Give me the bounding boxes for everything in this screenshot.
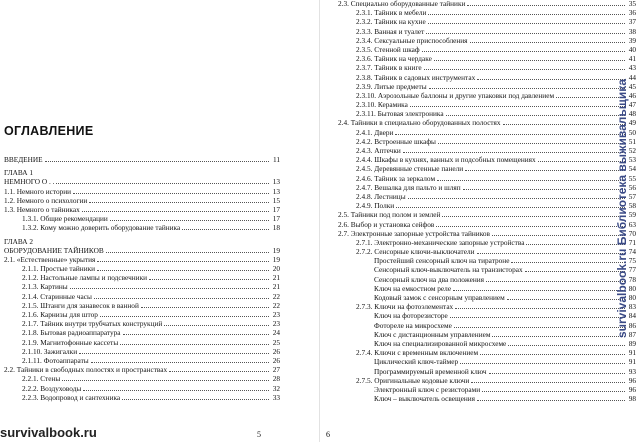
toc-entry-page: 51 — [628, 136, 636, 146]
dot-leader — [403, 152, 625, 153]
toc-list-left — [0, 155, 320, 402]
toc-entry-title: 1.2. Немного о психологии — [4, 195, 88, 205]
toc-entry — [0, 214, 320, 223]
toc-entry-page: 96 — [628, 384, 636, 394]
toc-entry-page: 23 — [272, 310, 280, 319]
toc-entry-page: 84 — [628, 311, 636, 321]
dot-leader — [408, 198, 625, 199]
toc-entry — [320, 367, 640, 376]
toc-entry — [320, 54, 640, 63]
dot-leader — [428, 14, 624, 15]
toc-entry — [0, 365, 320, 374]
toc-entry — [320, 247, 640, 256]
toc-entry-page: 96 — [628, 375, 636, 385]
toc-entry-title: Ключ на емкостном реле — [374, 283, 452, 293]
toc-entry-title: 2.3.11. Бытовая электроника — [356, 109, 444, 119]
toc-entry — [0, 177, 320, 186]
toc-entry — [0, 223, 320, 232]
toc-entry-page: 59 — [628, 210, 636, 220]
toc-entry-page: 48 — [628, 109, 636, 119]
toc-entry-title: 2.4.9. Полки — [356, 201, 395, 211]
toc-entry-title: Программируемый временной ключ — [374, 366, 487, 376]
toc-entry-page: 47 — [628, 100, 636, 110]
toc-entry — [320, 137, 640, 146]
dot-leader — [455, 308, 624, 309]
toc-entry — [320, 73, 640, 82]
toc-entry-page: 75 — [628, 256, 636, 266]
toc-entry — [0, 237, 320, 246]
toc-entry-title: Сенсорный ключ на два положения — [374, 274, 485, 284]
toc-entry-title: 2.7.1. Электронно-механические запорные устройства — [356, 237, 525, 247]
toc-entry-page: 43 — [628, 63, 636, 73]
toc-entry-title: 2.1.7. Тайник внутри трубчатых конструкций — [22, 319, 163, 329]
dot-leader — [489, 373, 625, 374]
toc-entry-page: 52 — [628, 146, 636, 155]
dot-leader — [471, 382, 624, 383]
dot-leader — [45, 161, 269, 162]
toc-entry-page: 35 — [628, 0, 636, 8]
vertical-watermark-text: survivalbook.ru Библиотека выживальщика — [615, 79, 629, 338]
toc-entry — [0, 393, 320, 402]
dot-leader — [82, 211, 269, 212]
toc-entry-title: ГЛАВА 2 — [4, 236, 34, 246]
toc-entry — [320, 36, 640, 45]
toc-entry-page: 22 — [272, 300, 280, 310]
toc-entry-title: Ключ с дистанционным управлением — [374, 329, 491, 339]
toc-entry — [320, 321, 640, 330]
toc-entry-title: 2.5. Тайники под полом и землей — [338, 210, 441, 220]
dot-leader — [123, 334, 269, 335]
toc-entry-page: 37 — [628, 17, 636, 27]
toc-entry-page: 74 — [628, 247, 636, 257]
dot-leader — [438, 143, 625, 144]
dot-leader — [70, 288, 269, 289]
toc-entry — [0, 246, 320, 255]
toc-entry-page: 54 — [628, 164, 636, 174]
dot-leader — [482, 391, 624, 392]
toc-heading: ОГЛАВЛЕНИЕ — [4, 124, 94, 138]
toc-entry-page: 39 — [628, 35, 636, 45]
toc-entry-title: 2.4.8. Лестницы — [356, 191, 406, 201]
toc-entry-page: 55 — [628, 173, 636, 183]
dot-leader — [460, 363, 624, 364]
toc-entry-title: 2.1.6. Карнизы для штор — [22, 310, 98, 319]
toc-entry-page: 56 — [628, 182, 636, 192]
toc-entry-title: 2.3.1. Тайник в мебели — [356, 8, 427, 18]
toc-entry-title: 2.3.9. Литые предметы — [356, 81, 427, 91]
dot-leader — [465, 170, 624, 171]
dot-leader — [453, 290, 625, 291]
toc-entry — [0, 155, 320, 164]
toc-entry — [320, 118, 640, 127]
toc-entry-page: 28 — [272, 374, 280, 384]
page-number-right: 6 — [326, 430, 330, 439]
toc-entry-title: 2.4.1. Двери — [356, 127, 394, 137]
toc-entry-title: 2.4.3. Аптечки — [356, 146, 401, 155]
toc-entry — [320, 0, 640, 8]
dot-leader — [454, 327, 625, 328]
toc-entry-page: 21 — [272, 273, 280, 283]
toc-entry — [320, 357, 640, 366]
toc-entry-page: 98 — [628, 394, 636, 404]
dot-leader — [442, 216, 624, 217]
toc-entry-page: 78 — [628, 274, 636, 284]
toc-entry-title: 2.1.9. Магнитофонные кассеты — [22, 337, 119, 347]
dot-leader — [507, 299, 625, 300]
toc-entry — [0, 338, 320, 347]
toc-entry — [320, 201, 640, 210]
toc-entry — [0, 328, 320, 337]
toc-entry — [320, 109, 640, 118]
toc-entry — [320, 8, 640, 17]
toc-entry-page: 63 — [628, 219, 636, 229]
toc-entry — [320, 394, 640, 403]
toc-entry-title: 2.2.2. Воздуховоды — [22, 383, 82, 393]
dot-leader — [141, 307, 269, 308]
toc-entry-title: 2.4.5. Деревянные стенные панели — [356, 164, 464, 174]
toc-entry-title: 2.7.5. Оригинальные кодовые ключи — [356, 375, 470, 385]
dot-leader — [91, 362, 269, 363]
dot-leader — [429, 88, 625, 89]
toc-entry-title: ОБОРУДОВАНИЕ ТАЙНИКОВ — [4, 245, 104, 255]
dot-leader — [477, 253, 625, 254]
toc-entry — [0, 347, 320, 356]
toc-entry-title: 2.3. Специально оборудованные тайники — [338, 0, 466, 8]
toc-entry-title: 2.1. «Естественные» укрытия — [4, 254, 96, 264]
dot-leader — [426, 33, 624, 34]
toc-entry — [320, 192, 640, 201]
dot-leader — [492, 235, 625, 236]
toc-entry-page: 26 — [272, 346, 280, 356]
right-page — [320, 0, 640, 442]
toc-entry-page: 38 — [628, 26, 636, 36]
toc-entry — [0, 205, 320, 214]
dot-leader — [100, 316, 269, 317]
toc-entry-title: 2.3.7. Тайник в книге — [356, 63, 422, 73]
dot-leader — [428, 23, 625, 24]
toc-entry — [0, 319, 320, 328]
toc-entry-title: 2.4.4. Шкафы в кухнях, ванных и подсобных помещениях — [356, 155, 536, 165]
dot-leader — [62, 380, 268, 381]
toc-entry-title: 2.3.6. Тайник на чердаке — [356, 54, 432, 64]
toc-entry — [320, 155, 640, 164]
toc-entry-page: 13 — [272, 186, 280, 196]
toc-entry-title: 2.1.1. Простые тайники — [22, 264, 96, 274]
toc-entry — [320, 256, 640, 265]
toc-entry — [320, 91, 640, 100]
toc-entry-page: 17 — [272, 204, 280, 214]
toc-entry-title: НЕМНОГО О . . — [4, 177, 55, 187]
toc-entry-page: 22 — [272, 291, 280, 301]
toc-entry-title: 2.6. Выбор и установка сейфов — [338, 219, 435, 229]
dot-leader — [79, 353, 268, 354]
toc-entry-page: 25 — [272, 337, 280, 347]
toc-entry-page: 27 — [272, 365, 280, 375]
toc-entry-title: 2.1.11. Фотоаппараты — [22, 355, 89, 365]
toc-entry-page: 20 — [272, 264, 280, 274]
dot-leader — [463, 189, 625, 190]
toc-entry — [320, 146, 640, 155]
toc-entry — [320, 174, 640, 183]
dot-leader — [106, 252, 269, 253]
toc-entry — [0, 168, 320, 177]
toc-entry — [320, 284, 640, 293]
toc-entry — [0, 310, 320, 319]
toc-entry — [320, 220, 640, 229]
dot-leader — [422, 51, 625, 52]
toc-entry-page: 58 — [628, 201, 636, 211]
toc-entry-title: 2.1.4. Старинные часы — [22, 291, 92, 301]
dot-leader — [511, 262, 624, 263]
dot-leader — [396, 207, 624, 208]
toc-entry-page: 15 — [272, 195, 280, 205]
toc-entry — [320, 339, 640, 348]
toc-entry — [320, 385, 640, 394]
toc-entry — [320, 27, 640, 36]
dot-leader — [446, 115, 625, 116]
toc-entry — [320, 293, 640, 302]
dot-leader — [480, 354, 624, 355]
toc-entry — [320, 128, 640, 137]
toc-entry — [320, 265, 640, 274]
toc-entry — [320, 275, 640, 284]
toc-entry-title: 2.7.4. Ключи с временным включением — [356, 348, 479, 358]
site-watermark: survivalbook.ru — [0, 425, 97, 440]
dot-leader — [56, 183, 268, 184]
toc-entry — [0, 356, 320, 365]
toc-entry-title: Сенсорный ключ-выключатель на транзисторах — [374, 265, 523, 275]
toc-entry-page: 80 — [628, 293, 636, 302]
toc-entry-page: 80 — [628, 283, 636, 293]
toc-entry-title: 2.4.6. Тайник за зеркалом — [356, 173, 436, 183]
toc-entry-page: 91 — [628, 348, 636, 358]
toc-entry-page: 26 — [272, 355, 280, 365]
dot-leader — [450, 317, 625, 318]
dot-leader — [477, 79, 624, 80]
toc-entry-title: 2.3.3. Ванная и туалет — [356, 26, 425, 36]
toc-entry-page: 77 — [628, 265, 636, 275]
toc-entry-page: 71 — [628, 237, 636, 247]
dot-leader — [110, 220, 269, 221]
toc-entry-title: ВВЕДЕНИЕ — [4, 155, 43, 164]
toc-entry-title: Электронный ключ с резисторами — [374, 384, 481, 394]
dot-leader — [508, 345, 624, 346]
toc-entry-title: 2.2.1. Стены — [22, 374, 61, 384]
toc-entry — [320, 183, 640, 192]
toc-entry — [0, 264, 320, 273]
toc-entry — [0, 187, 320, 196]
toc-entry-title: 2.3.10. Аэрозольные баллоны и другие упаковки под давлением — [356, 90, 555, 100]
toc-entry-title: 1.3.1. Общие рекомендации — [22, 214, 108, 224]
toc-entry-title: Простейший сенсорный ключ на тиратроне — [374, 256, 510, 266]
dot-leader — [122, 399, 268, 400]
dot-leader — [97, 261, 268, 262]
toc-entry-title: 2.1.2. Настольные лампы и подсвечники — [22, 273, 148, 283]
toc-entry-page: 53 — [628, 155, 636, 165]
toc-entry-title: 2.7.2. Сенсорные ключи-выключатели — [356, 247, 475, 257]
toc-entry-page: 21 — [272, 282, 280, 292]
toc-entry-title: 2.7. Электронные запорные устройства тайников — [338, 228, 490, 238]
toc-entry-title: 2.4.7. Вешалка для пальто и шляп — [356, 182, 461, 192]
toc-entry-title: 2.1.3. Картины — [22, 282, 68, 292]
toc-entry-page: 40 — [628, 44, 636, 54]
toc-entry — [0, 301, 320, 310]
toc-entry-title: 2.1.10. Зажигалки — [22, 346, 78, 356]
toc-entry-title: 2.3.2. Тайник на кухне — [356, 17, 426, 27]
toc-entry-page: 33 — [272, 392, 280, 402]
toc-entry-title: 1.3. Немного о тайниках — [4, 204, 80, 214]
toc-entry-page: 50 — [628, 127, 636, 137]
dot-leader — [149, 279, 269, 280]
toc-entry-page: 70 — [628, 228, 636, 238]
toc-entry — [320, 330, 640, 339]
vertical-watermark — [610, 20, 632, 340]
toc-list-right — [320, 0, 640, 403]
toc-entry — [320, 311, 640, 320]
page-number-left: 5 — [257, 430, 261, 439]
dot-leader — [169, 371, 268, 372]
toc-entry-page: 45 — [628, 81, 636, 91]
toc-entry — [0, 273, 320, 282]
dot-leader — [470, 42, 625, 43]
toc-entry-page: 46 — [628, 90, 636, 100]
toc-entry-page: 17 — [272, 214, 280, 224]
dot-leader — [73, 193, 269, 194]
toc-entry — [320, 238, 640, 247]
toc-entry-page: 89 — [628, 338, 636, 348]
toc-entry — [320, 100, 640, 109]
toc-entry-title: Ключ на специализированной микросхеме — [374, 338, 507, 348]
toc-entry-page: 83 — [628, 302, 636, 312]
toc-entry-page: 57 — [628, 191, 636, 201]
toc-entry-page: 23 — [272, 319, 280, 329]
toc-entry-page: 11 — [272, 155, 280, 164]
dot-leader — [83, 390, 268, 391]
toc-entry-title: 2.1.5. Штанги для занавесок в ванной — [22, 300, 139, 310]
dot-leader — [410, 106, 625, 107]
dot-leader — [503, 124, 625, 125]
dot-leader — [395, 134, 624, 135]
dot-leader — [437, 180, 625, 181]
toc-entry-title: 1.3.2. Кому можно доверить оборудование тайника — [22, 223, 181, 233]
toc-entry — [320, 348, 640, 357]
toc-entry — [320, 210, 640, 219]
toc-entry-page: 32 — [272, 383, 280, 393]
toc-entry-title: 2.2.3. Водопровод и сантехника — [22, 392, 121, 402]
toc-entry-page: 41 — [628, 54, 636, 64]
dot-leader — [89, 202, 268, 203]
toc-entry-title: 2.2. Тайники в свободных полостях и пространствах — [4, 365, 168, 375]
toc-entry-title: 2.4. Тайники в специально оборудованных полостях — [338, 118, 501, 128]
dot-leader — [467, 5, 624, 6]
dot-leader — [424, 69, 625, 70]
toc-entry — [0, 196, 320, 205]
toc-entry-page: 24 — [272, 328, 280, 338]
dot-leader — [434, 60, 625, 61]
toc-entry-title: Ключ – выключатель освещения — [374, 394, 476, 404]
toc-entry-page: 13 — [272, 177, 280, 187]
toc-entry — [320, 376, 640, 385]
toc-entry — [320, 302, 640, 311]
toc-entry-page: 87 — [628, 329, 636, 339]
dot-leader — [182, 229, 268, 230]
toc-entry — [320, 63, 640, 72]
dot-leader — [492, 336, 624, 337]
toc-entry-title: 2.7.3. Ключи на фотоэлементах — [356, 302, 454, 312]
toc-entry — [320, 164, 640, 173]
toc-entry-page: 19 — [272, 254, 280, 264]
toc-entry-title: 2.4.2. Встроенные шкафы — [356, 136, 436, 146]
dot-leader — [486, 281, 625, 282]
toc-entry-page: 19 — [272, 245, 280, 255]
toc-entry-title: 2.1.8. Бытовая радиоаппаратура — [22, 328, 121, 338]
dot-leader — [436, 226, 624, 227]
toc-entry — [320, 17, 640, 26]
dot-leader — [477, 400, 625, 401]
toc-entry-title: 2.3.4. Сексуальные приспособления — [356, 35, 468, 45]
toc-entry — [320, 45, 640, 54]
toc-entry-page: 93 — [628, 366, 636, 376]
toc-entry-page: 91 — [628, 357, 636, 367]
toc-entry-title: Фотореле на микросхеме — [374, 320, 452, 330]
toc-entry-title: Кодовый замок с сенсорным управлением — [374, 293, 505, 302]
toc-entry — [0, 384, 320, 393]
toc-entry-title: Циклический ключ-таймер — [374, 357, 459, 367]
dot-leader — [164, 325, 268, 326]
toc-entry — [0, 282, 320, 291]
toc-entry — [320, 229, 640, 238]
dot-leader — [120, 344, 268, 345]
toc-entry-title: Ключ на фоторезисторе — [374, 311, 448, 321]
toc-entry — [0, 292, 320, 301]
toc-entry-page: 49 — [628, 118, 636, 128]
toc-entry-title: 1.1. Немного истории — [4, 186, 72, 196]
toc-entry-page: 44 — [628, 72, 636, 82]
toc-entry — [320, 82, 640, 91]
toc-entry-page: 86 — [628, 320, 636, 330]
toc-entry-page: 36 — [628, 8, 636, 18]
toc-entry-title: 2.3.5. Стенной шкаф — [356, 44, 420, 54]
toc-entry-page: 18 — [272, 223, 280, 233]
toc-entry-title: 2.3.10. Керамика — [356, 100, 408, 110]
toc-entry — [0, 255, 320, 264]
dot-leader — [94, 298, 269, 299]
dot-leader — [97, 270, 269, 271]
toc-entry-title: 2.3.8. Тайник в садовых инструментах — [356, 72, 476, 82]
toc-entry — [0, 374, 320, 383]
toc-entry-title: ГЛАВА 1 — [4, 168, 34, 178]
